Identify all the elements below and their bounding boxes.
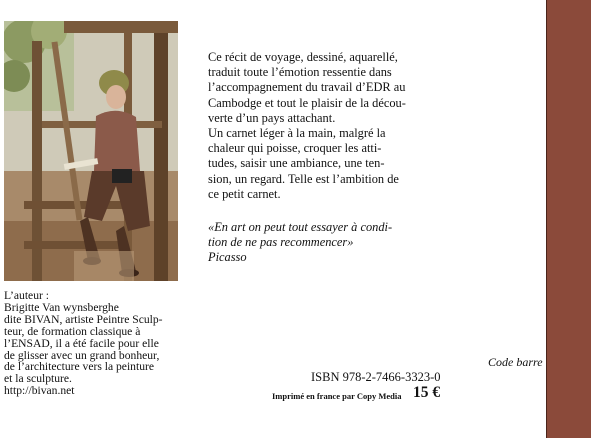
barcode-placeholder: Code barre [488, 355, 543, 369]
author-photo [4, 21, 178, 281]
description-line: Ce récit de voyage, dessiné, aquarellé, [208, 50, 398, 64]
description-line: sion, un regard. Telle est l’ambition de [208, 171, 399, 186]
author-line: et la sculpture. [4, 372, 72, 386]
book-spine [546, 0, 591, 438]
author-line: de l’architecture vers la peinture [4, 360, 154, 374]
author-line: L’auteur : [4, 289, 49, 302]
description-line: chaleur qui poisse, croquer les atti- [208, 141, 382, 156]
author-bio [4, 290, 184, 397]
author-line: dite BIVAN, artiste Peintre Sculp- [4, 312, 163, 326]
isbn: ISBN 978-2-7466-3323-0 [311, 370, 441, 384]
description-line: tudes, saisir une ambiance, une ten- [208, 156, 385, 171]
description-line: Cambodge et tout le plaisir de la décou- [208, 95, 406, 110]
author-line: teur, de formation classique à [4, 324, 141, 338]
description-line: ce petit carnet. [208, 186, 281, 201]
description-line: verte d’un pays attachant. [208, 110, 336, 125]
description-line: traduit toute l’émotion ressentie dans [208, 65, 392, 80]
author-line: l’ENSAD, il a été facile pour elle [4, 336, 159, 350]
author-website[interactable]: http://bivan.net [4, 384, 75, 398]
quote-line: tion de ne pas recommencer» [208, 235, 354, 250]
printer-credit: Imprimé en france par Copy Media [272, 391, 402, 401]
description-line: Un carnet léger à la main, malgré la [208, 126, 386, 141]
price: 15 € [413, 384, 441, 401]
description-line: l’accompagnement du travail d’EDR au [208, 80, 406, 95]
author-line: Brigitte Van wynsberghe [4, 300, 119, 314]
back-cover-text [208, 50, 430, 266]
author-line: de glisser avec un grand bonheur, [4, 348, 160, 362]
quote-line: «En art on peut tout essayer à condi- [208, 220, 393, 235]
quote-author: Picasso [208, 250, 247, 265]
